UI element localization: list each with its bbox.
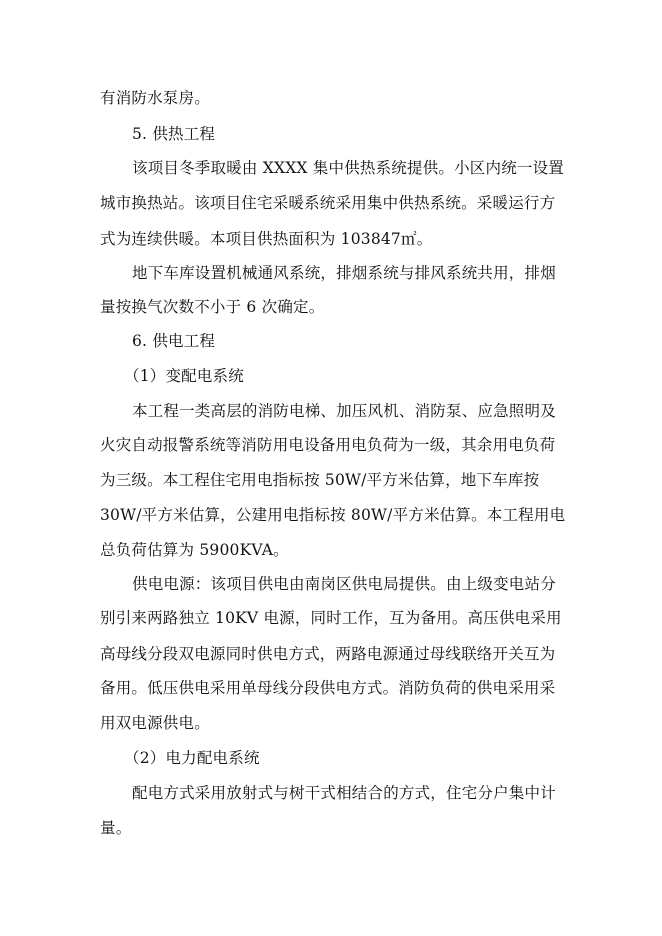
text-line-3: 该项目冬季取暖由 XXXX 集中供热系统提供。小区内统一设置 [132,159,564,177]
subsection-heading-substation: （1）变配电系统 [124,367,244,385]
text-line-14: 总负荷估算为 5900KVA。 [100,541,289,559]
text-line-10: 本工程一类高层的消防电梯、加压风机、消防泵、应急照明及 [132,402,556,420]
text-line-18: 备用。低压供电采用单母线分段供电方式。消防负荷的供电采用采 [100,679,556,697]
text-line-12: 为三级。本工程住宅用电指标按 50W/平方米估算，地下车库按 [100,471,540,489]
text-line-1: 有消防水泵房。 [100,89,210,107]
text-line-11: 火灾自动报警系统等消防用电设备用电负荷为一级，其余用电负荷 [100,436,556,454]
text-line-22: 量。 [100,819,132,837]
text-line-19: 用双电源供电。 [100,714,210,732]
text-line-21: 配电方式采用放射式与树干式相结合的方式，住宅分户集中计 [132,784,556,802]
section-heading-power: 6. 供电工程 [132,332,216,350]
text-line-17: 高母线分段双电源同时供电方式，两路电源通过母线联络开关互为 [100,645,556,663]
section-heading-heating: 5. 供热工程 [132,125,216,143]
text-line-6: 地下车库设置机械通风系统，排烟系统与排风系统共用，排烟 [132,264,556,282]
text-line-4: 城市换热站。该项目住宅采暖系统采用集中供热系统。采暖运行方 [100,194,556,212]
text-line-16: 别引来两路独立 10KV 电源，同时工作，互为备用。高压供电采用 [100,609,562,627]
text-line-7: 量按换气次数不小于 6 次确定。 [100,298,325,316]
text-line-5: 式为连续供暖。本项目供热面积为 103847㎡。 [100,230,433,248]
subsection-heading-distribution: （2）电力配电系统 [124,749,260,767]
text-line-15: 供电电源：该项目供电由南岗区供电局提供。由上级变电站分 [132,575,556,593]
text-line-13: 30W/平方米估算，公建用电指标按 80W/平方米估算。本工程用电 [100,506,566,524]
